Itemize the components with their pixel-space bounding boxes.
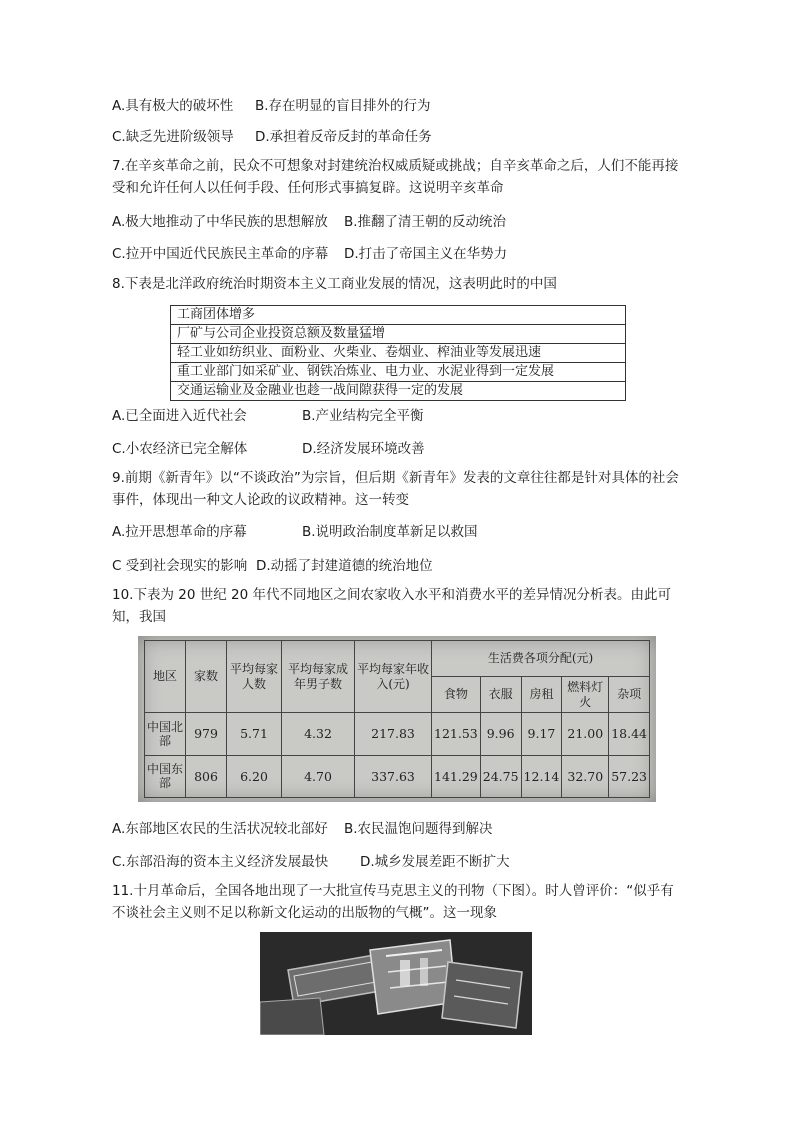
- q8-option-b: B.产业结构完全平衡: [302, 408, 424, 424]
- cell-clothing: 9.96: [480, 713, 521, 756]
- q10-table-photo: [138, 636, 656, 802]
- cell-food: 141.29: [432, 755, 481, 798]
- cell-clothing: 24.75: [480, 755, 521, 798]
- header-families: 家数: [186, 641, 227, 713]
- cell-members: 6.20: [227, 755, 282, 798]
- cell-fuel: 21.00: [562, 713, 609, 756]
- cell-families: 806: [186, 755, 227, 798]
- header-expense: 生活费各项分配(元): [432, 641, 650, 677]
- cell-fuel: 32.70: [562, 755, 609, 798]
- q6-option-d: D.承担着反帝反封的革命任务: [255, 129, 432, 145]
- q8-stem: 8.下表是北洋政府统治时期资本主义工商业发展的情况，这表明此时的中国: [112, 276, 557, 292]
- q6-option-c: C.缺乏先进阶级领导: [112, 129, 234, 145]
- q8-row: 交通运输业及金融业也趁一战间隙获得一定的发展: [171, 382, 626, 401]
- header-rent: 房租: [521, 677, 562, 713]
- header-income: 平均每家年收入(元): [355, 641, 432, 713]
- q8-row: 工商团体增多: [171, 306, 626, 325]
- q10-stem: 10.下表为 20 世纪 20 年代不同地区之间农家收入水平和消费水平的差异情况分析表。由此可知，我国: [112, 587, 671, 625]
- cell-region: 中国东部: [145, 755, 186, 798]
- q6-option-a: A.具有极大的破坏性: [112, 98, 234, 114]
- q9-option-d: D.动摇了封建道德的统治地位: [256, 558, 433, 574]
- q8-option-a: A.已全面进入近代社会: [112, 408, 247, 424]
- table-row: [145, 755, 650, 798]
- q7-option-c: C.拉开中国近代民族民主革命的序幕: [112, 246, 329, 262]
- header-clothing: 衣服: [480, 677, 521, 713]
- cell-misc: 57.23: [609, 755, 650, 798]
- q6-option-b: B.存在明显的盲目排外的行为: [255, 98, 431, 114]
- periodicals-photo-graphic: [260, 932, 532, 1035]
- cell-members: 5.71: [227, 713, 282, 756]
- table-row: [145, 713, 650, 756]
- q11-stem: 11.十月革命后，全国各地出现了一大批宣传马克思主义的刊物（下图）。时人曾评价：“似乎有不谈社会主义则不足以称新文化运动的出版物的气概”。这一现象: [112, 883, 674, 921]
- q10-option-b: B.农民温饱问题得到解决: [344, 821, 493, 837]
- q7-stem: 7.在辛亥革命之前，民众不可想象对封建统治权威质疑或挑战；自辛亥革命之后，人们不能再接受和允许任何人以任何手段、任何形式事搞复辟。这说明辛亥革命: [112, 158, 679, 196]
- q10-option-d: D.城乡发展差距不断扩大: [360, 854, 510, 870]
- q8-option-d: D.经济发展环境改善: [302, 441, 425, 457]
- q10-option-c: C.东部沿海的资本主义经济发展最快: [112, 854, 329, 870]
- q8-row: 厂矿与公司企业投资总额及数量猛增: [171, 325, 626, 344]
- q9-option-a: A.拉开思想革命的序幕: [112, 524, 247, 540]
- header-adult-males: 平均每家成年男子数: [282, 641, 355, 713]
- q10-option-a: A.东部地区农民的生活状况较北部好: [112, 821, 328, 837]
- cell-males: 4.32: [282, 713, 355, 756]
- header-fuel: 燃料灯火: [562, 677, 609, 713]
- cell-income: 337.63: [355, 755, 432, 798]
- header-members: 平均每家人数: [227, 641, 282, 713]
- q7-option-b: B.推翻了清王朝的反动统治: [344, 214, 507, 230]
- header-food: 食物: [432, 677, 481, 713]
- q9-stem: 9.前期《新青年》以“不谈政治”为宗旨，但后期《新青年》发表的文章往往都是针对具体的社会事件，体现出一种文人论政的议政精神。这一转变: [112, 470, 679, 508]
- header-misc: 杂项: [609, 677, 650, 713]
- cell-food: 121.53: [432, 713, 481, 756]
- cell-region: 中国北部: [145, 713, 186, 756]
- cell-rent: 12.14: [521, 755, 562, 798]
- cell-income: 217.83: [355, 713, 432, 756]
- header-region: 地区: [145, 641, 186, 713]
- q7-option-a: A.极大地推动了中华民族的思想解放: [112, 214, 328, 230]
- q9-option-c: C 受到社会现实的影响: [112, 558, 248, 574]
- q11-periodicals-photo: [260, 932, 532, 1035]
- cell-males: 4.70: [282, 755, 355, 798]
- cell-misc: 18.44: [609, 713, 650, 756]
- cell-rent: 9.17: [521, 713, 562, 756]
- q8-row: 重工业部门如采矿业、钢铁冶炼业、电力业、水泥业得到一定发展: [171, 363, 626, 382]
- q7-option-d: D.打击了帝国主义在华势力: [344, 246, 508, 262]
- cell-families: 979: [186, 713, 227, 756]
- q9-option-b: B.说明政治制度革新足以救国: [302, 524, 478, 540]
- q8-row: 轻工业如纺织业、面粉业、火柴业、卷烟业、榨油业等发展迅速: [171, 344, 626, 363]
- q10-table: [144, 640, 650, 798]
- q8-table: [170, 305, 626, 401]
- q8-option-c: C.小农经济已完全解体: [112, 441, 248, 457]
